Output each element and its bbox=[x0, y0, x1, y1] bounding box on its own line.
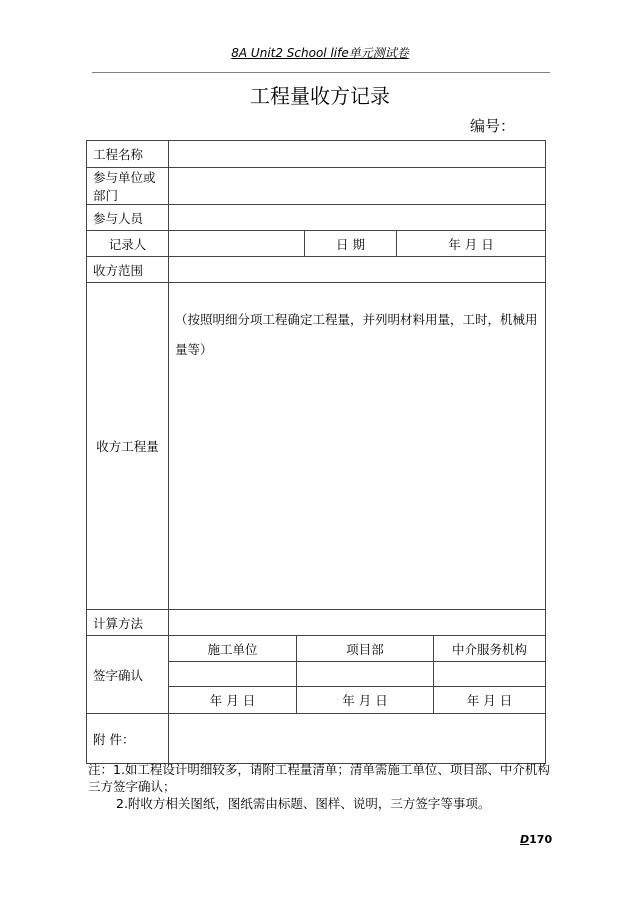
recorder-field[interactable] bbox=[169, 231, 305, 257]
sign-field-contractor[interactable] bbox=[169, 662, 297, 687]
page-number bbox=[520, 833, 552, 846]
date-label: 日 期 bbox=[305, 231, 397, 257]
sign-col-contractor: 施工单位 bbox=[169, 636, 297, 662]
sign-field-project-dept[interactable] bbox=[297, 662, 434, 687]
note-2: 2.附收方相关图纸，图纸需由标题、图样、说明，三方签字等事项。 bbox=[116, 796, 491, 811]
participants-label: 参与人员 bbox=[87, 205, 169, 231]
quantity-label: 收方工程量 bbox=[87, 283, 169, 610]
sign-label: 签字确认 bbox=[87, 636, 169, 714]
page-prefix: D bbox=[520, 833, 530, 846]
page-header: 8A Unit2 School life单元测试卷 bbox=[231, 46, 409, 60]
sign-field-agency[interactable] bbox=[434, 662, 546, 687]
record-code-label: 编号： bbox=[470, 117, 516, 135]
quantity-instruction: （按照明细分项工程确定工程量，并列明材料用量，工时，机械用量等） bbox=[175, 312, 538, 357]
header-rule bbox=[92, 72, 550, 73]
calc-method-label: 计算方法 bbox=[87, 610, 169, 636]
notes bbox=[88, 761, 558, 812]
attachment-field[interactable] bbox=[169, 714, 546, 764]
project-name-field[interactable] bbox=[169, 141, 546, 168]
sign-date-contractor[interactable]: 年 月 日 bbox=[169, 687, 297, 714]
sign-date-project-dept[interactable]: 年 月 日 bbox=[297, 687, 434, 714]
participants-unit-label: 参与单位或部门 bbox=[87, 168, 169, 205]
scope-label: 收方范围 bbox=[87, 257, 169, 283]
page-num: 170 bbox=[529, 833, 553, 846]
sign-col-agency: 中介服务机构 bbox=[434, 636, 546, 662]
sign-date-agency[interactable]: 年 月 日 bbox=[434, 687, 546, 714]
date-field[interactable]: 年 月 日 bbox=[397, 231, 546, 257]
project-name-label: 工程名称 bbox=[87, 141, 169, 168]
participants-field[interactable] bbox=[169, 205, 546, 231]
calc-method-field[interactable] bbox=[169, 610, 546, 636]
record-form bbox=[86, 140, 546, 764]
scope-field[interactable] bbox=[169, 257, 546, 283]
attachment-label: 附 件： bbox=[87, 714, 169, 764]
participants-unit-field[interactable] bbox=[169, 168, 546, 205]
recorder-label: 记录人 bbox=[87, 231, 169, 257]
quantity-field[interactable] bbox=[169, 283, 546, 610]
sign-col-project-dept: 项目部 bbox=[297, 636, 434, 662]
page-title: 工程量收方记录 bbox=[250, 84, 390, 108]
note-1: 注：1.如工程设计明细较多，请附工程量清单；清单需施工单位、项目部、中介机构三方签字确认； bbox=[88, 762, 550, 794]
